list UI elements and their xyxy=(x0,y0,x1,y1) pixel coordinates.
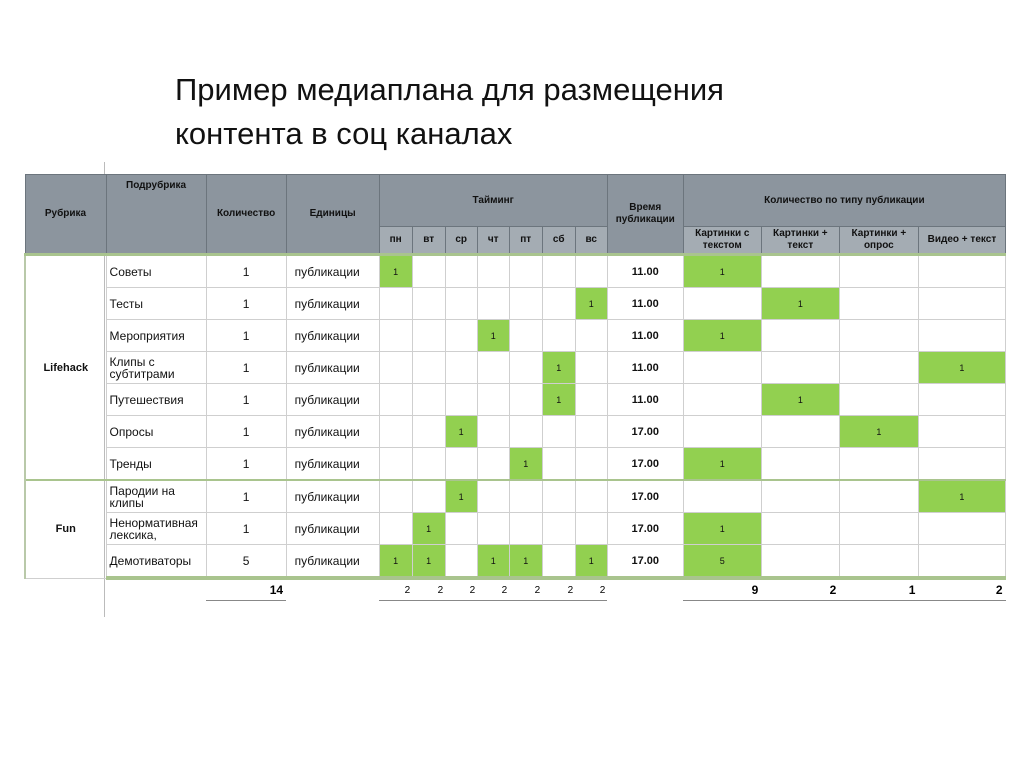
quantity-cell: 1 xyxy=(206,448,286,481)
pub-type-cell xyxy=(683,352,761,384)
unit-cell: публикации xyxy=(286,480,379,513)
pub-time-cell: 11.00 xyxy=(607,255,683,288)
pub-type-cell xyxy=(918,448,1005,481)
media-plan-table xyxy=(24,174,1006,601)
day-cell xyxy=(542,480,575,513)
pub-type-cell xyxy=(839,352,918,384)
pub-type-cell xyxy=(683,288,761,320)
total-type: 1 xyxy=(839,578,918,601)
day-cell xyxy=(379,320,412,352)
day-cell xyxy=(477,352,509,384)
header-quantity: Количество xyxy=(206,175,286,255)
header-subrubric: Подрубрика xyxy=(106,175,206,255)
day-cell xyxy=(477,288,509,320)
day-cell xyxy=(412,320,445,352)
day-cell xyxy=(509,513,542,545)
day-cell xyxy=(379,513,412,545)
day-cell xyxy=(445,513,477,545)
header-rubric: Рубрика xyxy=(25,175,106,255)
day-cell: 1 xyxy=(477,320,509,352)
quantity-cell: 5 xyxy=(206,545,286,579)
pub-type-cell xyxy=(761,352,839,384)
subrubric-cell: Пародии на клипы xyxy=(106,480,206,513)
quantity-cell: 1 xyxy=(206,320,286,352)
unit-cell: публикации xyxy=(286,513,379,545)
pub-type-cell: 1 xyxy=(918,480,1005,513)
pub-type-cell: 1 xyxy=(918,352,1005,384)
total-day: 2 xyxy=(509,578,542,601)
pub-time-cell: 11.00 xyxy=(607,384,683,416)
subrubric-cell: Ненормативная лексика, xyxy=(106,513,206,545)
header-pub-time: Время публикации xyxy=(607,175,683,255)
pub-type-cell xyxy=(761,513,839,545)
total-day: 2 xyxy=(575,578,607,601)
total-quantity: 14 xyxy=(206,578,286,601)
header-day-sat: сб xyxy=(542,227,575,255)
unit-cell: публикации xyxy=(286,288,379,320)
table-row xyxy=(25,416,1006,448)
table-row xyxy=(25,352,1006,384)
pub-type-cell xyxy=(761,545,839,579)
header-type-pictures-plus-text: Картинки + текст xyxy=(761,227,839,255)
day-cell: 1 xyxy=(575,288,607,320)
day-cell xyxy=(509,352,542,384)
total-day: 2 xyxy=(542,578,575,601)
day-cell xyxy=(477,416,509,448)
quantity-cell: 1 xyxy=(206,513,286,545)
day-cell xyxy=(509,320,542,352)
pub-type-cell xyxy=(918,320,1005,352)
day-cell xyxy=(477,384,509,416)
pub-type-cell xyxy=(761,480,839,513)
day-cell xyxy=(509,288,542,320)
day-cell xyxy=(445,288,477,320)
day-cell xyxy=(445,448,477,481)
pub-type-cell xyxy=(918,545,1005,579)
day-cell xyxy=(412,288,445,320)
pub-time-cell: 17.00 xyxy=(607,545,683,579)
pub-type-cell xyxy=(918,513,1005,545)
total-type: 2 xyxy=(761,578,839,601)
pub-type-cell xyxy=(683,480,761,513)
day-cell xyxy=(412,480,445,513)
day-cell xyxy=(509,416,542,448)
pub-type-cell xyxy=(839,448,918,481)
day-cell xyxy=(575,480,607,513)
pub-time-cell: 11.00 xyxy=(607,352,683,384)
day-cell xyxy=(542,288,575,320)
pub-type-cell: 1 xyxy=(683,513,761,545)
pub-type-cell: 1 xyxy=(761,384,839,416)
header-type-video-plus-text: Видео + текст xyxy=(918,227,1005,255)
day-cell: 1 xyxy=(412,513,445,545)
pub-type-cell xyxy=(761,416,839,448)
subrubric-cell: Клипы с субтитрами xyxy=(106,352,206,384)
pub-type-cell xyxy=(918,384,1005,416)
quantity-cell: 1 xyxy=(206,416,286,448)
day-cell xyxy=(542,320,575,352)
header-day-sun: вс xyxy=(575,227,607,255)
header-units: Единицы xyxy=(286,175,379,255)
day-cell xyxy=(509,255,542,288)
day-cell xyxy=(412,384,445,416)
quantity-cell: 1 xyxy=(206,384,286,416)
quantity-cell: 1 xyxy=(206,480,286,513)
pub-type-cell: 1 xyxy=(839,416,918,448)
day-cell xyxy=(445,320,477,352)
slide-title xyxy=(175,68,875,156)
header-day-wed: ср xyxy=(445,227,477,255)
unit-cell: публикации xyxy=(286,255,379,288)
day-cell xyxy=(542,416,575,448)
total-day: 2 xyxy=(477,578,509,601)
table-row xyxy=(25,255,1006,288)
day-cell: 1 xyxy=(509,545,542,579)
day-cell xyxy=(412,448,445,481)
table-row xyxy=(25,545,1006,579)
pub-type-cell xyxy=(839,255,918,288)
pub-type-cell xyxy=(839,545,918,579)
pub-type-cell xyxy=(918,288,1005,320)
day-cell xyxy=(412,416,445,448)
pub-time-cell: 17.00 xyxy=(607,480,683,513)
total-day: 2 xyxy=(445,578,477,601)
quantity-cell: 1 xyxy=(206,288,286,320)
day-cell xyxy=(509,480,542,513)
pub-time-cell: 11.00 xyxy=(607,288,683,320)
pub-type-cell: 1 xyxy=(761,288,839,320)
table-header xyxy=(25,175,1006,255)
title-line-1: Пример медиаплана для размещения xyxy=(175,72,724,107)
day-cell xyxy=(542,545,575,579)
table-row xyxy=(25,288,1006,320)
day-cell xyxy=(445,545,477,579)
pub-type-cell xyxy=(683,416,761,448)
day-cell xyxy=(412,255,445,288)
day-cell xyxy=(575,448,607,481)
pub-type-cell xyxy=(839,384,918,416)
pub-type-cell: 1 xyxy=(683,448,761,481)
unit-cell: публикации xyxy=(286,416,379,448)
day-cell xyxy=(445,384,477,416)
day-cell xyxy=(575,513,607,545)
day-cell: 1 xyxy=(542,384,575,416)
quantity-cell: 1 xyxy=(206,255,286,288)
day-cell xyxy=(542,513,575,545)
day-cell: 1 xyxy=(509,448,542,481)
total-type: 2 xyxy=(918,578,1005,601)
total-day: 2 xyxy=(412,578,445,601)
header-type-pictures-plus-poll: Картинки + опрос xyxy=(839,227,918,255)
pub-type-cell xyxy=(761,448,839,481)
total-day: 2 xyxy=(379,578,412,601)
header-day-thu: чт xyxy=(477,227,509,255)
day-cell: 1 xyxy=(412,545,445,579)
day-cell: 1 xyxy=(445,480,477,513)
pub-type-cell xyxy=(839,288,918,320)
header-pub-types-group: Количество по типу публикации xyxy=(683,175,1005,227)
day-cell: 1 xyxy=(542,352,575,384)
table-row xyxy=(25,320,1006,352)
day-cell xyxy=(575,384,607,416)
header-day-tue: вт xyxy=(412,227,445,255)
header-day-mon: пн xyxy=(379,227,412,255)
pub-time-cell: 11.00 xyxy=(607,320,683,352)
unit-cell: публикации xyxy=(286,384,379,416)
subrubric-cell: Тесты xyxy=(106,288,206,320)
header-type-pictures-with-text: Картинки с текстом xyxy=(683,227,761,255)
pub-type-cell xyxy=(918,416,1005,448)
day-cell xyxy=(379,416,412,448)
pub-type-cell xyxy=(839,320,918,352)
day-cell xyxy=(509,384,542,416)
pub-time-cell: 17.00 xyxy=(607,513,683,545)
day-cell: 1 xyxy=(445,416,477,448)
day-cell xyxy=(477,255,509,288)
day-cell xyxy=(379,352,412,384)
pub-type-cell xyxy=(761,255,839,288)
subrubric-cell: Демотиваторы xyxy=(106,545,206,579)
quantity-cell: 1 xyxy=(206,352,286,384)
day-cell xyxy=(575,320,607,352)
pub-type-cell xyxy=(683,384,761,416)
day-cell xyxy=(477,480,509,513)
day-cell xyxy=(379,480,412,513)
pub-time-cell: 17.00 xyxy=(607,448,683,481)
unit-cell: публикации xyxy=(286,352,379,384)
table-row xyxy=(25,513,1006,545)
pub-type-cell: 1 xyxy=(683,320,761,352)
rubric-cell: Fun xyxy=(25,480,106,578)
pub-type-cell xyxy=(761,320,839,352)
rubric-cell: Lifehack xyxy=(25,255,106,481)
table-body xyxy=(25,255,1006,579)
day-cell xyxy=(445,255,477,288)
day-cell: 1 xyxy=(477,545,509,579)
title-line-2: контента в соц каналах xyxy=(175,116,513,151)
day-cell xyxy=(542,448,575,481)
day-cell: 1 xyxy=(379,545,412,579)
day-cell: 1 xyxy=(575,545,607,579)
table-row xyxy=(25,384,1006,416)
day-cell: 1 xyxy=(379,255,412,288)
subrubric-cell: Путешествия xyxy=(106,384,206,416)
subrubric-cell: Советы xyxy=(106,255,206,288)
subrubric-cell: Опросы xyxy=(106,416,206,448)
pub-type-cell: 1 xyxy=(683,255,761,288)
day-cell xyxy=(477,448,509,481)
day-cell xyxy=(575,255,607,288)
day-cell xyxy=(445,352,477,384)
unit-cell: публикации xyxy=(286,545,379,579)
table-row xyxy=(25,480,1006,513)
total-type: 9 xyxy=(683,578,761,601)
table-totals xyxy=(25,578,1006,601)
pub-type-cell xyxy=(918,255,1005,288)
subrubric-cell: Мероприятия xyxy=(106,320,206,352)
day-cell xyxy=(379,448,412,481)
unit-cell: публикации xyxy=(286,320,379,352)
table-row xyxy=(25,448,1006,481)
pub-time-cell: 17.00 xyxy=(607,416,683,448)
day-cell xyxy=(575,352,607,384)
day-cell xyxy=(575,416,607,448)
header-timing: Тайминг xyxy=(379,175,607,227)
day-cell xyxy=(379,288,412,320)
pub-type-cell xyxy=(839,480,918,513)
day-cell xyxy=(379,384,412,416)
pub-type-cell: 5 xyxy=(683,545,761,579)
unit-cell: публикации xyxy=(286,448,379,481)
pub-type-cell xyxy=(839,513,918,545)
subrubric-cell: Тренды xyxy=(106,448,206,481)
day-cell xyxy=(542,255,575,288)
day-cell xyxy=(477,513,509,545)
header-day-fri: пт xyxy=(509,227,542,255)
day-cell xyxy=(412,352,445,384)
